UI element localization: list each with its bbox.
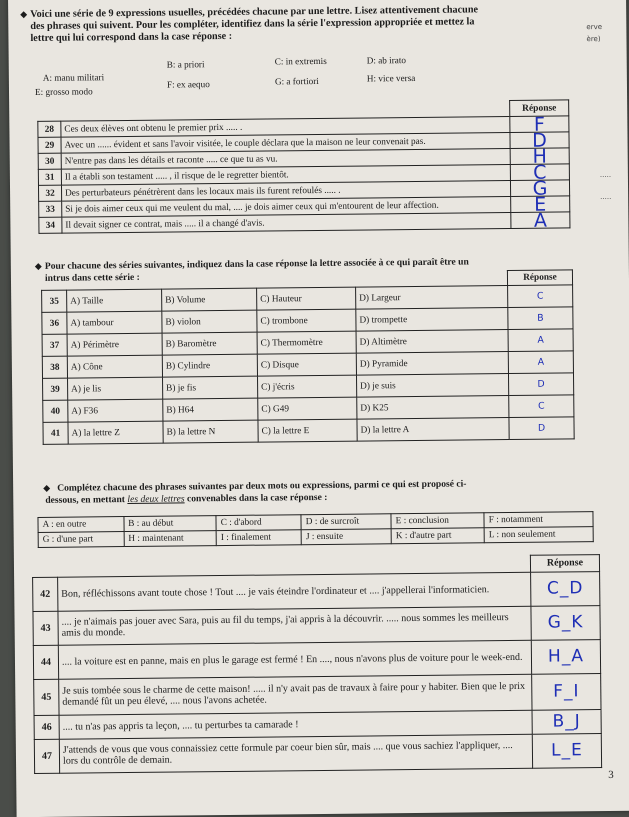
connector-option: C : d'abord [216, 515, 301, 531]
answer-cell[interactable]: C_D [531, 571, 600, 606]
question-text: .... tu n'as pas appris ta leçon, .... tu perturbes ta camarade ! [59, 710, 532, 739]
question-text: Bon, réfléchissons avant toute chose ! Tout .... je vais éteindre l'ordinateur et .... j'appellerai l'informaticien. [58, 572, 531, 611]
question-text: .... je n'aimais pas jouer avec Sara, puis au fil du temps, j'ai appris à la découvrir. ..... nous sommes les meilleurs amis du monde. [58, 606, 531, 645]
worksheet-page [8, 0, 629, 817]
choice-d: D) trompette [356, 308, 508, 332]
question-number: 34 [39, 217, 62, 233]
expression-item: F: ex aequo [166, 79, 210, 90]
choice-b: B) Volume [162, 288, 257, 311]
answer-cell[interactable]: D [508, 373, 573, 396]
expression-item: C: in extremis [274, 55, 327, 67]
choice-a: A) je lis [68, 377, 163, 400]
choice-b: B) la lettre N [163, 420, 258, 443]
completion-table [32, 554, 602, 773]
choice-d: D) Pyramide [356, 352, 508, 376]
choice-b: B) H64 [163, 398, 258, 421]
page-number: 3 [608, 768, 614, 781]
question-number: 28 [38, 121, 61, 137]
expression-item: B: a priori [166, 59, 205, 70]
answer-cell[interactable]: C [509, 395, 574, 418]
question-number: 36 [42, 312, 67, 334]
bullet-icon: ◆ [20, 9, 28, 20]
answer-cell[interactable]: E [511, 196, 570, 213]
connector-option: B : au début [124, 516, 217, 532]
choice-a: A) la lettre Z [68, 421, 163, 444]
question-number: 43 [33, 611, 58, 645]
expression-item: A: manu militari [42, 72, 105, 83]
question-number: 32 [38, 185, 61, 201]
answer-cell[interactable]: B_J [532, 709, 601, 734]
choice-b: B) Baromètre [162, 332, 257, 355]
section1-instructions [30, 3, 586, 45]
instruction-line: Pour chacune des séries suivantes, indiquez dans la case réponse la lettre associée à ce qui paraît être un [44, 256, 469, 272]
choice-d: D) Altimètre [356, 330, 508, 354]
question-text: .... la voiture est en panne, mais en plus le garage est fermé ! En ...., nous n'avons plus de voiture pour le week-end. [58, 640, 531, 679]
question-text: Je suis tombée sous le charme de cette maison! ..... il n'y avait pas de travaux à faire pour y habiter. Bien que le prix demandé fût un peu élevé, .... nous l'avons achetée. [59, 674, 532, 715]
answer-cell[interactable]: B [508, 307, 573, 330]
answer-cell[interactable]: D [510, 132, 569, 149]
question-number: 39 [43, 378, 68, 400]
answer-cell[interactable]: H [510, 148, 569, 165]
question-number: 47 [34, 739, 59, 773]
instruction-line: convenables dans la case réponse : [184, 491, 328, 505]
expression-item: H: vice versa [366, 72, 416, 84]
connector-option: D : de surcroît [301, 514, 391, 530]
answer-header: Réponse [507, 270, 572, 286]
choice-c: C) Disque [257, 353, 356, 376]
question-number: 38 [42, 356, 67, 378]
answer-cell[interactable]: L_E [532, 733, 601, 768]
expression-item: D: ab irato [366, 55, 407, 66]
question-text: Il devait signer ce contrat, mais ..... il a changé d'avis. [62, 212, 511, 233]
choice-a: A) F36 [68, 399, 163, 422]
question-text: Ces deux élèves ont obtenu le premier prix ..... . [61, 116, 510, 137]
question-number: 41 [43, 422, 68, 444]
question-text: Des perturbateurs pénétrèrent dans les locaux mais ils furent refoulés ..... . [61, 180, 510, 201]
connector-option: L : non seulement [484, 527, 593, 543]
choice-a: A) tambour [67, 311, 162, 334]
connector-option: F : notamment [484, 512, 593, 528]
answer-header: Réponse [530, 555, 599, 572]
answer-cell[interactable]: A [511, 212, 570, 229]
instruction-line: des phrases qui suivent. Pour les compléter, identifiez dans la série l'expression appropriée et mettez la [30, 16, 475, 33]
table-row [34, 733, 601, 773]
question-number: 45 [34, 679, 59, 715]
margin-note: ..... [600, 192, 612, 202]
connector-option: I : finalement [216, 530, 301, 546]
question-number: 30 [38, 153, 61, 169]
instruction-emphasis: les deux lettres [127, 493, 185, 506]
connector-option: E : conclusion [391, 513, 484, 529]
instruction-line: dessous, en mettant [45, 494, 128, 506]
answer-cell[interactable]: F_I [532, 673, 601, 710]
bullet-icon: ◆ [43, 482, 51, 493]
expression-item: G: a fortiori [274, 75, 319, 87]
choice-c: C) trombone [257, 309, 356, 332]
expressions-table [37, 99, 570, 234]
question-number: 46 [34, 715, 59, 739]
table-row [43, 417, 574, 445]
choice-d: D) Largeur [356, 286, 508, 310]
question-number: 37 [42, 334, 67, 356]
answer-cell[interactable]: C [510, 164, 569, 181]
question-text: Si je dois aimer ceux qui me veulent du mal, .... je dois aimer ceux qui m'entourent de leur affection. [62, 196, 511, 217]
expressions-list [34, 54, 505, 97]
answer-cell[interactable]: A [508, 329, 573, 352]
choice-c: C) Thermomètre [257, 331, 356, 354]
answer-cell[interactable]: F [510, 116, 569, 133]
choice-c: C) la lettre E [258, 419, 357, 442]
margin-note: ère) [586, 35, 601, 44]
choice-b: B) violon [162, 310, 257, 333]
question-number: 44 [33, 645, 58, 679]
margin-note: ..... [599, 170, 612, 180]
connector-option: J : ensuite [301, 529, 391, 545]
choice-d: D) K25 [357, 396, 509, 420]
answer-cell[interactable]: A [508, 351, 573, 374]
instruction-line: Complétez chacune des phrases suivantes par deux mots ou expressions, parmi ce qui est proposé ci- [57, 478, 467, 494]
question-number: 33 [39, 201, 62, 217]
intrus-table [41, 269, 575, 445]
answer-cell[interactable]: H_A [531, 639, 600, 674]
table-row [34, 673, 601, 715]
bullet-icon: ◆ [34, 260, 42, 271]
connector-option: K : d'autre part [391, 528, 484, 544]
question-number: 31 [38, 169, 61, 185]
connector-option: A : en outre [38, 517, 124, 533]
choice-b: B) je fis [163, 376, 258, 399]
answer-cell[interactable]: G_K [531, 605, 600, 640]
answer-cell[interactable]: G [510, 180, 569, 197]
choice-d: D) la lettre A [357, 418, 509, 442]
margin-note: erve [586, 23, 603, 32]
question-number: 29 [38, 137, 61, 153]
connector-option: H : maintenant [124, 531, 217, 547]
choice-c: C) G49 [258, 397, 357, 420]
question-text: N'entre pas dans les détails et raconte ..... ce que tu as vu. [61, 148, 510, 169]
connector-option: G : d'une part [38, 532, 124, 548]
question-number: 35 [42, 290, 67, 312]
choice-a: A) Taille [67, 289, 162, 312]
choice-c: C) Hauteur [257, 287, 356, 310]
expression-item: E: grosso modo [34, 86, 93, 97]
instruction-line: Voici une série de 9 expressions usuelles, précédées chacune par une lettre. Lisez attentivement chacune [30, 4, 479, 21]
section3-instructions [45, 477, 597, 507]
question-text: Avec un ...... évident et sans l'avoir visitée, le couple déclara que la maison ne leur convenait pas. [61, 132, 510, 153]
choice-b: B) Cylindre [162, 354, 257, 377]
answer-cell[interactable]: C [508, 285, 573, 308]
choice-d: D) je suis [356, 374, 508, 398]
question-text: Il a établi son testament ..... , il risque de le regretter bientôt. [61, 164, 510, 185]
choice-a: A) Périmètre [67, 333, 162, 356]
choice-c: C) j'écris [257, 375, 356, 398]
answer-header: Réponse [510, 100, 569, 117]
question-number: 40 [43, 400, 68, 422]
choice-a: A) Cône [67, 355, 162, 378]
connectors-table [37, 511, 593, 548]
instruction-line: intrus dans cette série : [44, 271, 140, 284]
question-text: J'attends de vous que vous connaissiez cette formule par coeur bien sûr, mais .... que vous sachiez l'appliquer, .... lors du contrôle de demain. [59, 734, 532, 773]
answer-cell[interactable]: D [509, 417, 574, 440]
question-number: 42 [33, 577, 58, 611]
instruction-line: lettre qui lui correspond dans la case réponse : [30, 30, 233, 45]
